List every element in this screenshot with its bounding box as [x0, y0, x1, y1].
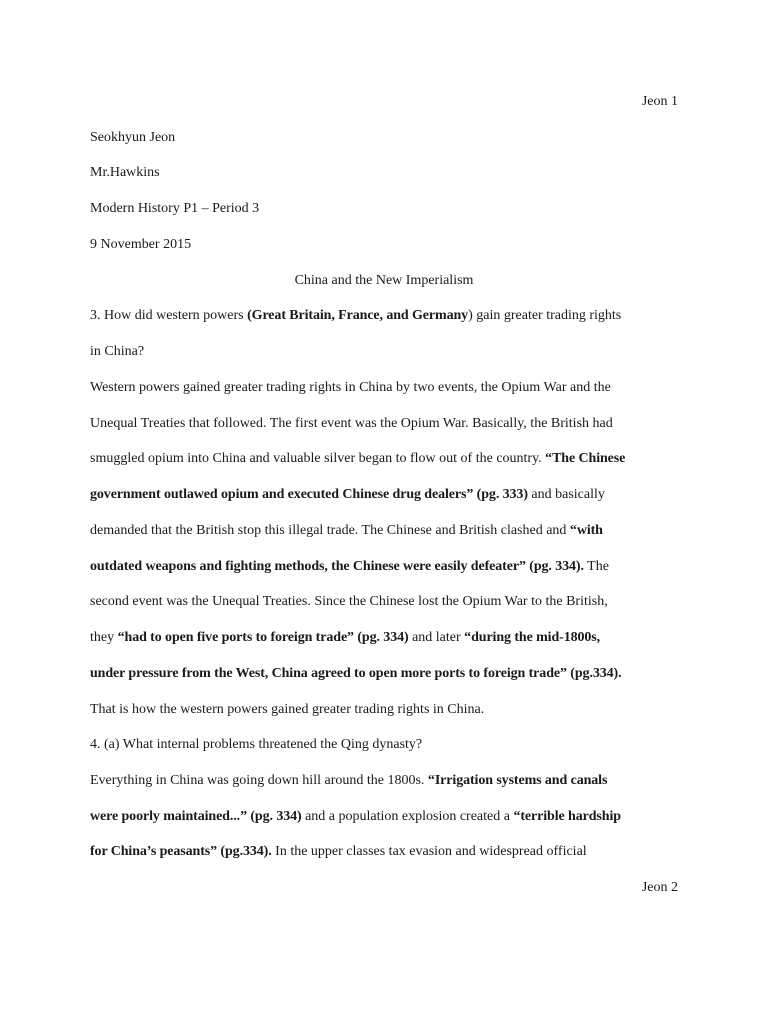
- body-text: and later: [408, 630, 465, 645]
- body-text: and a population explosion created a: [301, 809, 514, 824]
- answer-3-line: [90, 700, 678, 720]
- body-text: second event was the Unequal Treaties. Since the Chinese lost the Opium War to the British,: [90, 594, 608, 609]
- answer-4-line: [90, 842, 678, 862]
- body-text: demanded that the British stop this illegal trade. The Chinese and British clashed and: [90, 523, 570, 538]
- body-text: Everything in China was going down hill around the 1800s.: [90, 773, 428, 788]
- quote-text: government outlawed opium and executed Chinese drug dealers” (pg. 333): [90, 487, 528, 502]
- answer-4-line: [90, 807, 678, 827]
- question-3-line: [90, 342, 678, 362]
- answer-3-line: [90, 628, 678, 648]
- body-text: 3. How did western powers: [90, 308, 248, 323]
- quote-text: “with: [569, 523, 603, 538]
- body-text: The: [583, 559, 609, 574]
- teacher-name: Mr.Hawkins: [90, 165, 160, 180]
- author-name: Seokhyun Jeon: [90, 130, 176, 145]
- page-header-jeon-2: Jeon 2: [641, 880, 678, 895]
- body-text: smuggled opium into China and valuable silver began to flow out of the country.: [90, 451, 546, 466]
- answer-3-line: [90, 664, 678, 684]
- quote-text: “terrible hardship: [513, 809, 621, 824]
- essay-title: China and the New Imperialism: [294, 273, 474, 288]
- answer-4-line: [90, 771, 678, 791]
- answer-3-line: [90, 485, 678, 505]
- answer-3-line: [90, 414, 678, 434]
- answer-3-line: [90, 521, 678, 541]
- body-text: Unequal Treaties that followed. The first event was the Opium War. Basically, the British had: [90, 416, 613, 431]
- answer-3-line: [90, 378, 678, 398]
- body-text: they: [90, 630, 118, 645]
- body-text: Western powers gained greater trading rights in China by two events, the Opium War and the: [90, 380, 611, 395]
- quote-text: were poorly maintained...” (pg. 334): [90, 809, 302, 824]
- quote-text: outdated weapons and fighting methods, the Chinese were easily defeater” (pg. 334).: [90, 559, 584, 574]
- answer-3-line: [90, 557, 678, 577]
- quote-text: (Great Britain, France, and Germany: [247, 308, 469, 323]
- question-3-line: [90, 306, 678, 326]
- quote-text: “during the mid-1800s,: [464, 630, 601, 645]
- question-4-line: [90, 735, 678, 755]
- body-text: in China?: [90, 344, 145, 359]
- quote-text: “had to open five ports to foreign trade” (pg. 334): [117, 630, 409, 645]
- quote-text: for China’s peasants” (pg.334).: [90, 844, 272, 859]
- answer-3-line: [90, 449, 678, 469]
- answer-3-line: [90, 592, 678, 612]
- course-name: Modern History P1 – Period 3: [90, 201, 260, 216]
- body-text: 4. (a) What internal problems threatened the Qing dynasty?: [90, 737, 423, 752]
- body-text: In the upper classes tax evasion and widespread official: [271, 844, 587, 859]
- body-text: ) gain greater trading rights: [468, 308, 622, 323]
- quote-text: “The Chinese: [545, 451, 626, 466]
- page-header-jeon-1: Jeon 1: [641, 94, 678, 109]
- quote-text: “Irrigation systems and canals: [427, 773, 608, 788]
- date-line: 9 November 2015: [90, 237, 192, 252]
- body-text: That is how the western powers gained greater trading rights in China.: [90, 702, 485, 717]
- quote-text: under pressure from the West, China agreed to open more ports to foreign trade” (pg.334).: [90, 666, 622, 681]
- body-text: and basically: [527, 487, 605, 502]
